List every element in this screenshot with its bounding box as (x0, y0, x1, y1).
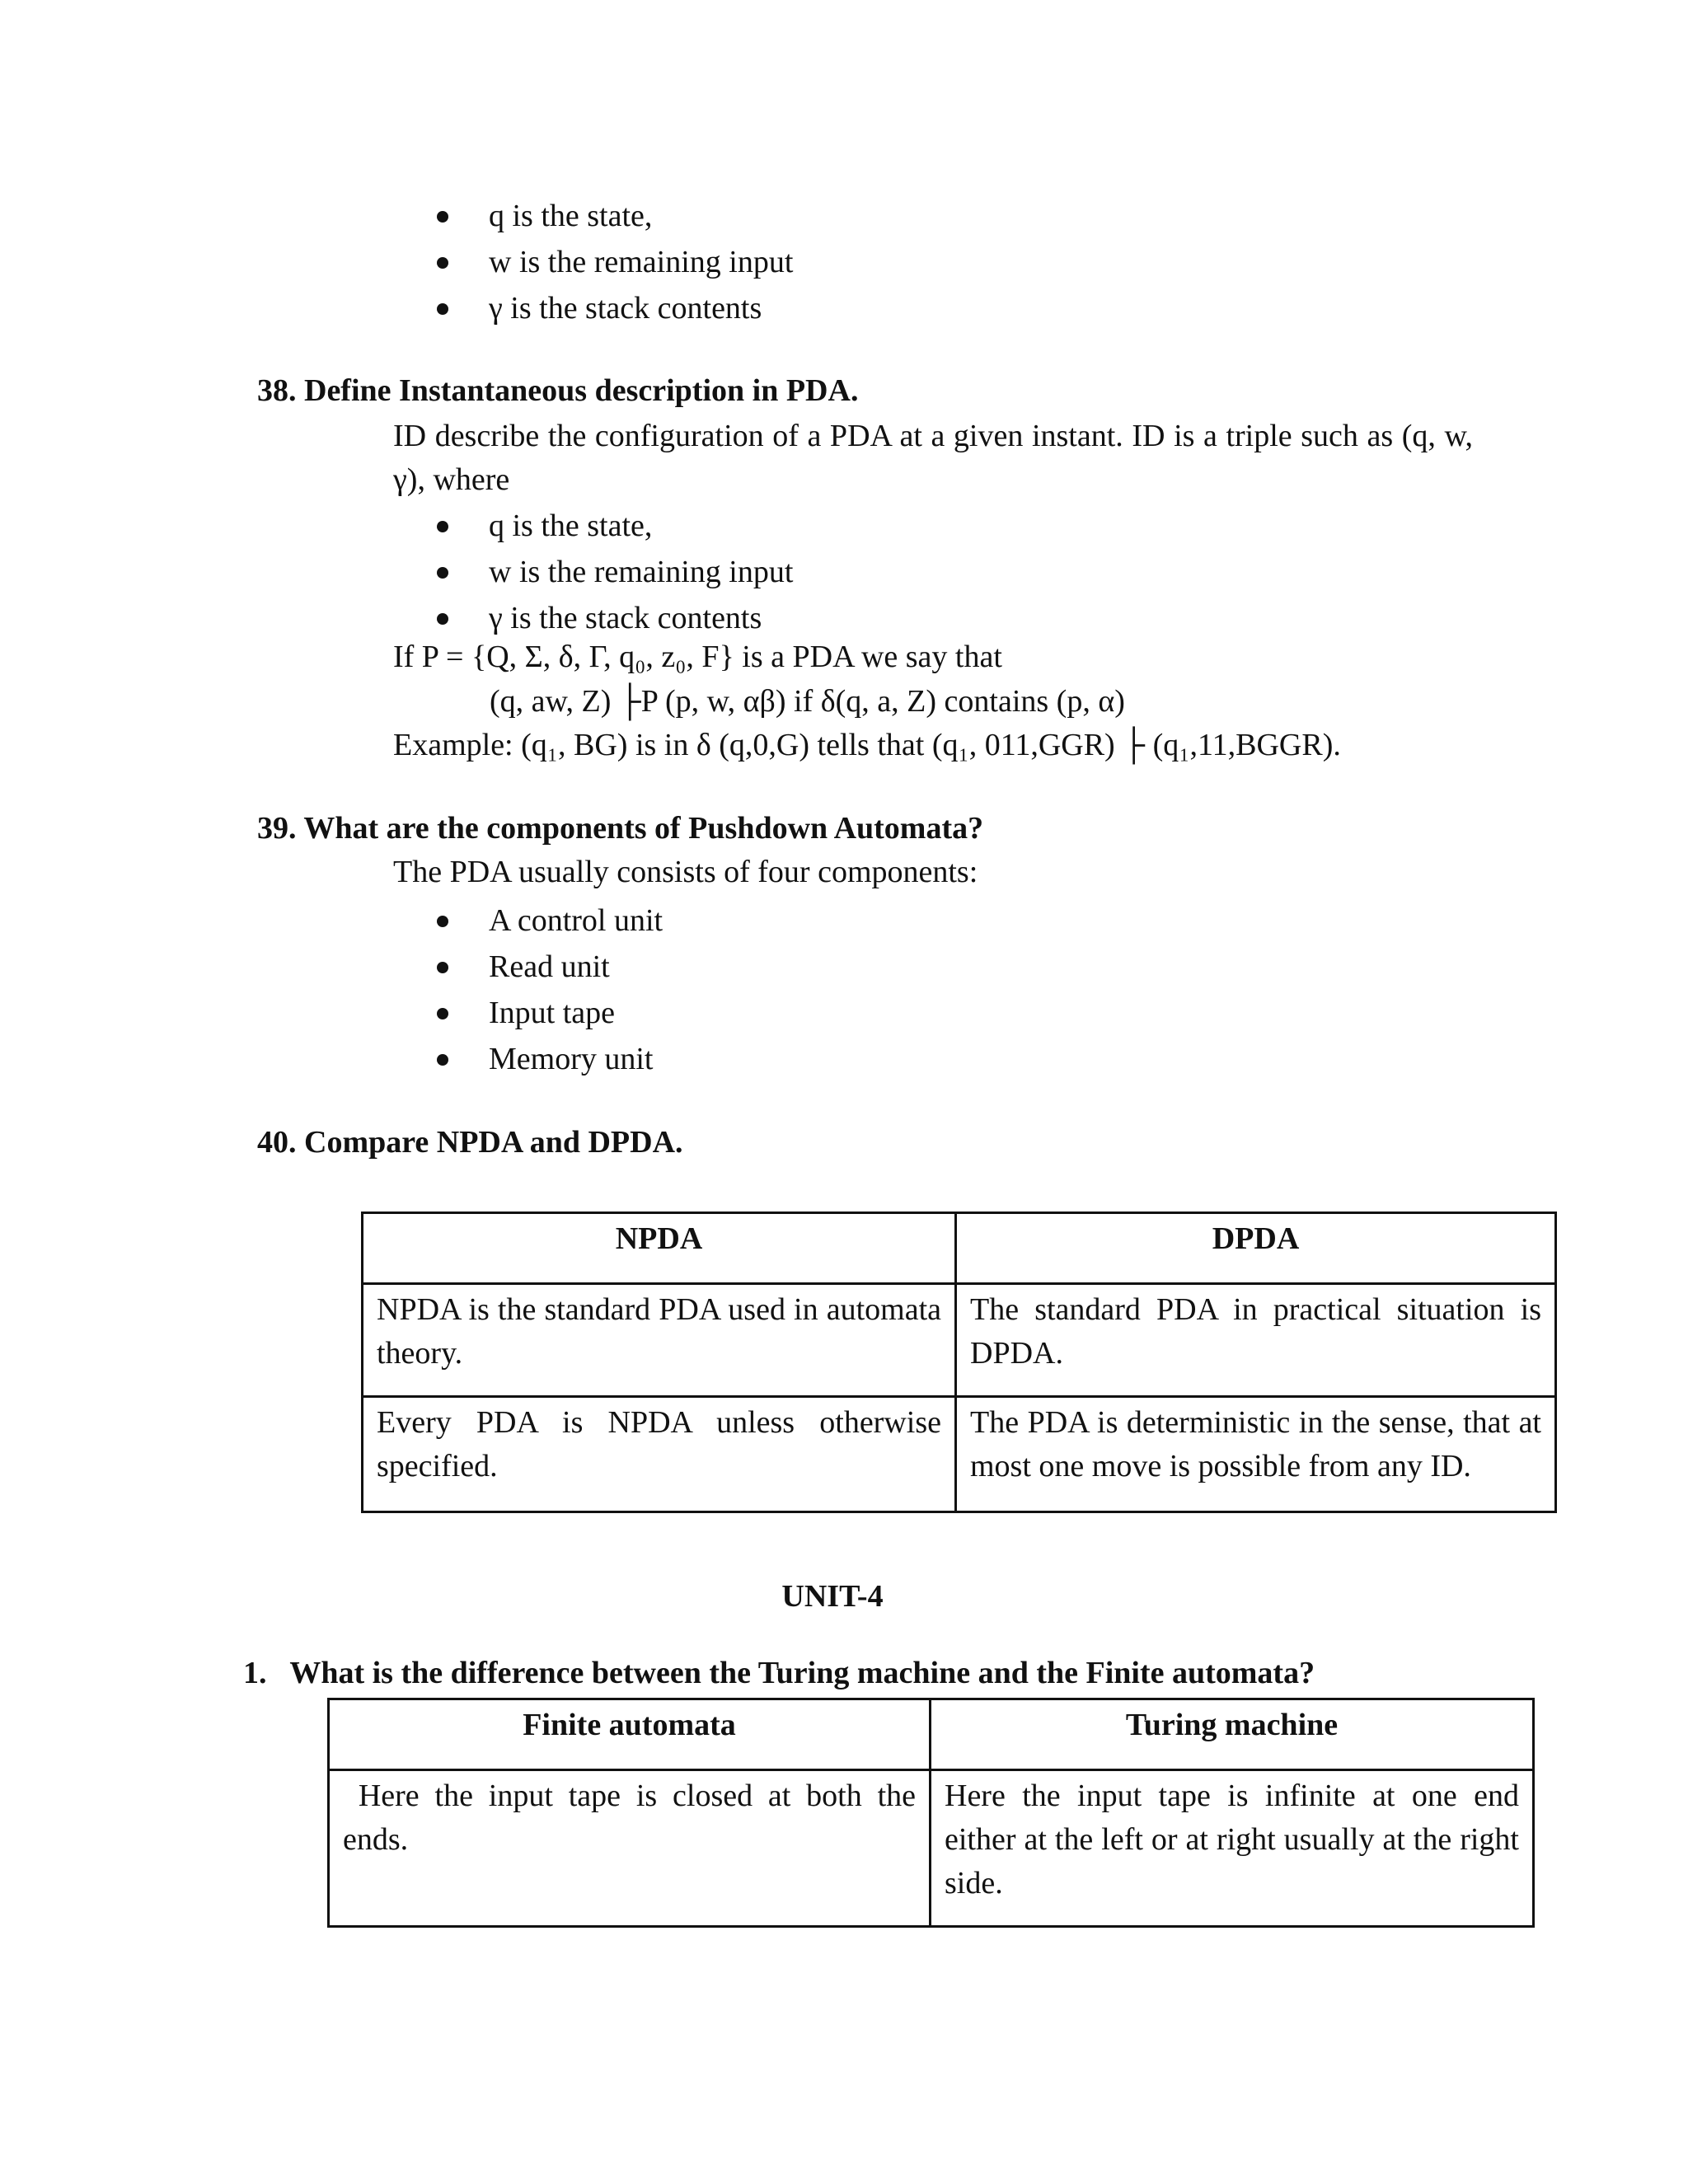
fa-tm-table (327, 1698, 1535, 1928)
table-header-cell: DPDA (956, 1213, 1556, 1284)
list-item: γ is the stack contents (437, 595, 793, 641)
table-header-row (329, 1699, 1534, 1770)
list-item: Input tape (437, 990, 663, 1036)
q38-bullet-list (437, 503, 793, 641)
q39-intro: The PDA usually consists of four components: (393, 855, 978, 889)
q39-heading: 39. What are the components of Pushdown Automata? (257, 811, 984, 846)
q39-bullet-list (437, 898, 663, 1082)
unit4-q1-heading: 1. What is the difference between the Turing machine and the Finite automata? (243, 1656, 1315, 1690)
list-item: A control unit (437, 898, 663, 944)
table-header-cell: NPDA (363, 1213, 956, 1284)
top-bullet-list (437, 193, 793, 331)
table-row (329, 1770, 1534, 1927)
table-header-cell: Finite automata (329, 1699, 931, 1770)
table-header-cell: Turing machine (931, 1699, 1534, 1770)
list-item: w is the remaining input (437, 549, 793, 595)
table-row (363, 1284, 1556, 1397)
table-cell: Every PDA is NPDA unless otherwise specified. (363, 1397, 956, 1512)
npda-dpda-table (361, 1212, 1557, 1513)
list-item: Memory unit (437, 1036, 663, 1082)
list-item: γ is the stack contents (437, 285, 793, 331)
table-header-row (363, 1213, 1556, 1284)
q38-pda-definition: If P = {Q, Σ, δ, Γ, q₀, z₀, F} is a PDA we say that (393, 640, 1002, 674)
table-cell: Here the input tape is infinite at one end either at the left or at right usually at the right side. (931, 1770, 1534, 1927)
q38-example: Example: (q₁, BG) is in δ (q,0,G) tells that (q₁, 011,GGR) ├ (q₁,11,BGGR). (393, 728, 1341, 762)
list-item: Read unit (437, 944, 663, 990)
table-cell: The PDA is deterministic in the sense, that at most one move is possible from any ID. (956, 1397, 1556, 1512)
table-cell: NPDA is the standard PDA used in automata theory. (363, 1284, 956, 1397)
list-item: w is the remaining input (437, 239, 793, 285)
q38-transition-rule: (q, aw, Z) ├P (p, w, αβ) if δ(q, a, Z) contains (p, α) (490, 684, 1125, 719)
table-cell: Here the input tape is closed at both the ends. (329, 1770, 931, 1927)
q38-heading: 38. Define Instantaneous description in PDA. (257, 373, 859, 408)
list-item: q is the state, (437, 193, 793, 239)
table-row (363, 1397, 1556, 1512)
unit-title: UNIT-4 (781, 1579, 884, 1614)
list-item: q is the state, (437, 503, 793, 549)
q38-intro: ID describe the configuration of a PDA at a given instant. ID is a triple such as (q, w, γ), where (393, 419, 1473, 497)
q40-heading: 40. Compare NPDA and DPDA. (257, 1125, 683, 1160)
table-cell: The standard PDA in practical situation is DPDA. (956, 1284, 1556, 1397)
